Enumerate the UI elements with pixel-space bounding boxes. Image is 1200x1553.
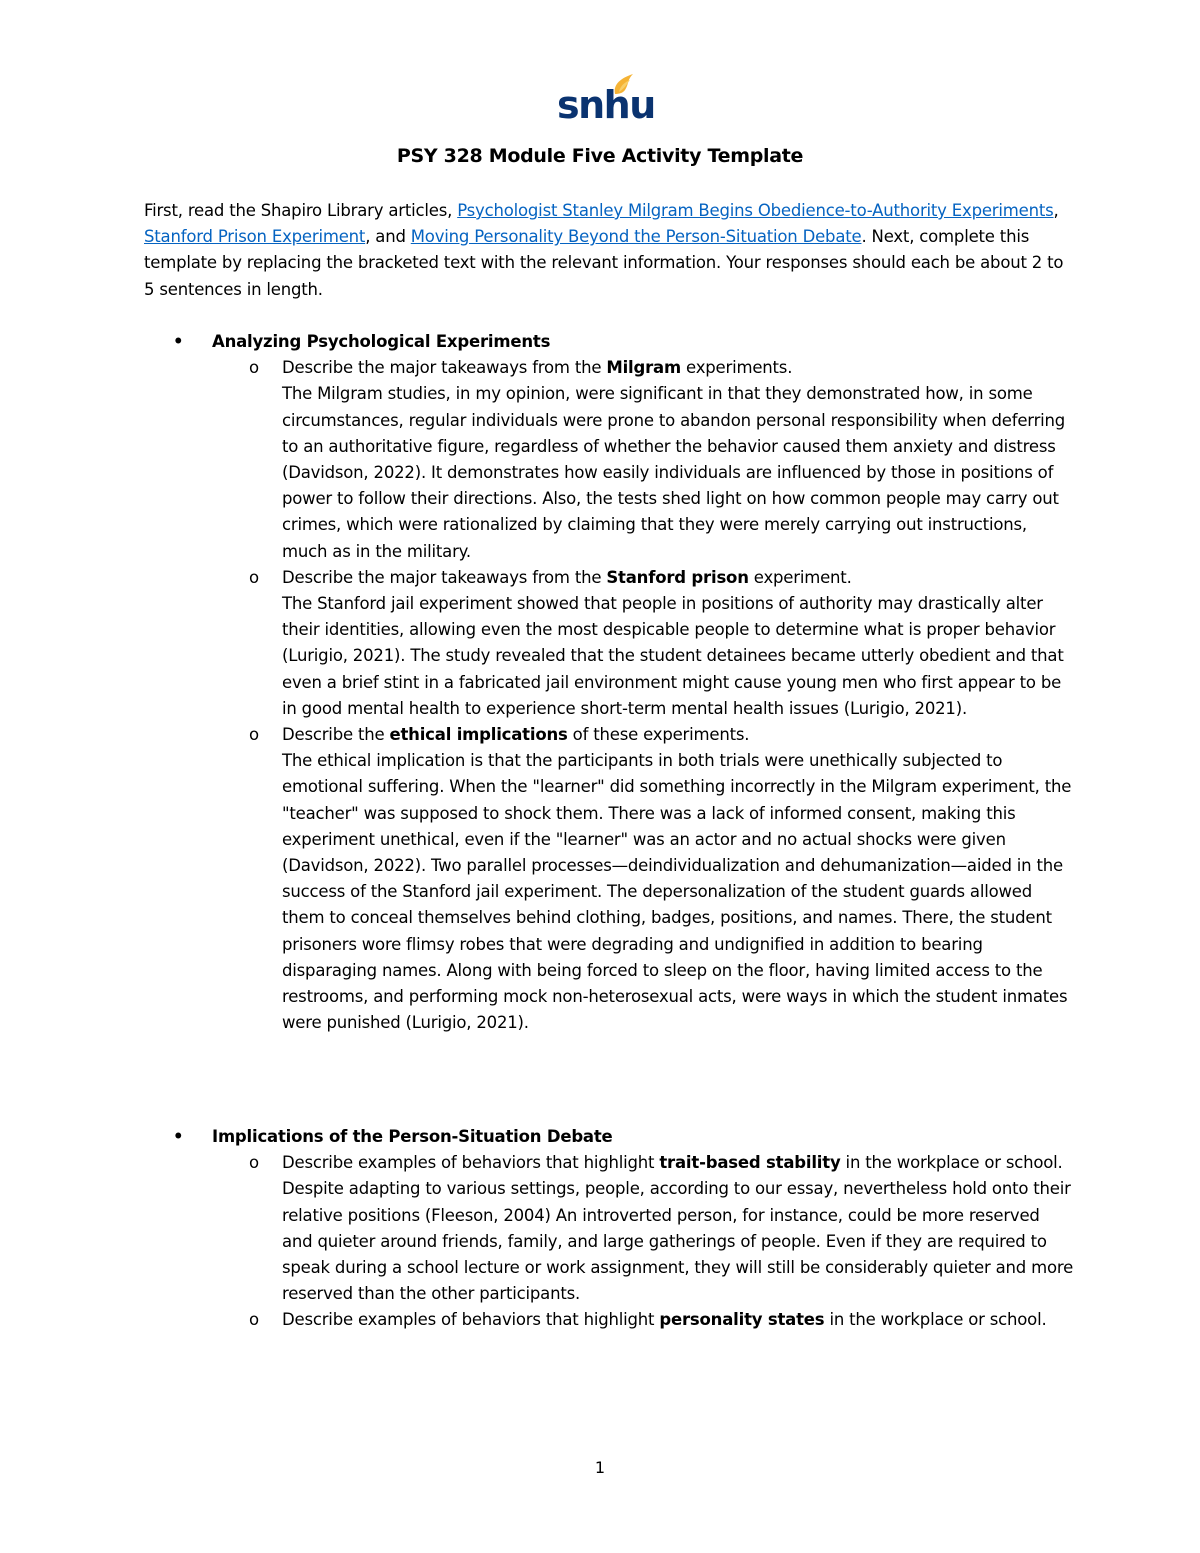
link-milgram-article[interactable]: Psychologist Stanley Milgram Begins Obedience-to-Authority Experiments [457, 201, 1054, 220]
section-person-situation [144, 1124, 1074, 1334]
answer-text: Despite adapting to various settings, people, according to our essay, nevertheless hold onto their relative positions (Fleeson, 2004) An introverted person, for instance, could be more reserved and quieter around friends, family, and large gatherings of people. Even if they are required to speak during a school lecture or work assignment, they will still be considerably quieter and more reserved than the other participants. [282, 1179, 1074, 1304]
sub-bullet-icon: o [249, 567, 259, 587]
answer-text: The Milgram studies, in my opinion, were significant in that they demonstrated how, in some circumstances, regular individuals were prone to abandon personal responsibility when deferring to an authoritative figure, regardless of whether the behavior caused them anxiety and distress (Davidson, 2022). It demonstrates how easily individuals are influenced by those in positions of power to follow their directions. Also, the tests shed light on how common people may carry out crimes, which were rationalized by claiming that they were merely carrying out instructions, much as in the military. [282, 384, 1066, 561]
sub-bullet-icon: o [249, 725, 259, 745]
prompt-text: Describe examples of behaviors that highlight [282, 1153, 660, 1173]
prompt-text-end: of these experiments. [567, 725, 750, 745]
prompt-item [144, 355, 1074, 381]
section-heading-text: Implications of the Person-Situation Debate [212, 1127, 613, 1146]
answer-text: The Stanford jail experiment showed that people in positions of authority may drastically alter their identities, allowing even the most despicable people to determine what is proper behavior (Lurigio, 2021). The study revealed that the student detainees became utterly obedient and that even a brief stint in a fabricated jail environment might cause young men who first appear to be in good mental health to experience short-term mental health issues (Lurigio, 2021). [282, 594, 1064, 718]
prompt-text-end: in the workplace or school. [840, 1153, 1063, 1173]
prompt-bold-text: ethical implications [389, 725, 568, 745]
prompt-bold-text: Stanford prison [606, 567, 749, 587]
prompt-bold-text: trait-based stability [659, 1153, 841, 1173]
section-heading [144, 329, 1074, 355]
sub-bullet-icon: o [249, 358, 259, 378]
prompt-text-end: in the workplace or school. [824, 1310, 1047, 1330]
prompt-text-end: experiments. [680, 358, 793, 378]
prompt-text: Describe examples of behaviors that highlight [282, 1310, 660, 1330]
page-number: 1 [594, 1458, 606, 1477]
section-heading [144, 1124, 1074, 1150]
link-stanford-article[interactable]: Stanford Prison Experiment [144, 227, 366, 247]
link-person-situation-article[interactable]: Moving Personality Beyond the Person-Situation Debate [410, 227, 862, 247]
snhu-logo [553, 72, 655, 134]
prompt-text: Describe the major takeaways from the [282, 358, 607, 378]
page-title: PSY 328 Module Five Activity Template [396, 145, 804, 167]
bullet-icon: • [173, 332, 184, 351]
sub-bullet-icon: o [249, 1310, 259, 1330]
intro-paragraph [144, 198, 1064, 303]
prompt-bold-text: Milgram [606, 358, 681, 378]
logo-wordmark: snhu [557, 83, 655, 127]
prompt-text-end: experiment. [748, 567, 852, 587]
prompt-item [144, 565, 1074, 591]
prompt-item [144, 1150, 1074, 1176]
intro-text-end: . Next, complete this template by replacing the bracketed text with the relevant information. Your responses should each be about 2 to 5 sentences in length. [144, 227, 1064, 299]
prompt-text: Describe the major takeaways from the [282, 567, 607, 587]
intro-text-start: First, read the Shapiro Library articles, [144, 201, 458, 220]
prompt-bold-text: personality states [659, 1310, 825, 1330]
sub-bullet-icon: o [249, 1153, 259, 1173]
prompt-item [144, 722, 1074, 748]
section-heading-text: Analyzing Psychological Experiments [212, 332, 551, 351]
prompt-text: Describe the [282, 725, 390, 745]
prompt-item [144, 1307, 1074, 1333]
section-analyzing-experiments [144, 329, 1074, 1036]
answer-text: The ethical implication is that the participants in both trials were unethically subjected to emotional suffering. When the "learner" did something incorrectly in the Milgram experiment, the "teacher" was supposed to shock them. There was a lack of informed consent, making this experiment unethical, even if the "learner" was an actor and no actual shocks were given (Davidson, 2022). Two parallel processes—deindividualization and dehumanization—aided in the success of the Stanford jail experiment. The depersonalization of the student guards allowed them to conceal themselves behind clothing, badges, positions, and names. There, the student prisoners wore flimsy robes that were degrading and undignified in addition to bearing disparaging names. Along with being forced to sleep on the floor, having limited access to the restrooms, and performing mock non-heterosexual acts, were ways in which the student inmates were punished (Lurigio, 2021). [282, 751, 1072, 1033]
bullet-icon: • [173, 1127, 184, 1146]
intro-separator-1: , [1053, 201, 1059, 220]
intro-separator-2: , and [365, 227, 411, 247]
